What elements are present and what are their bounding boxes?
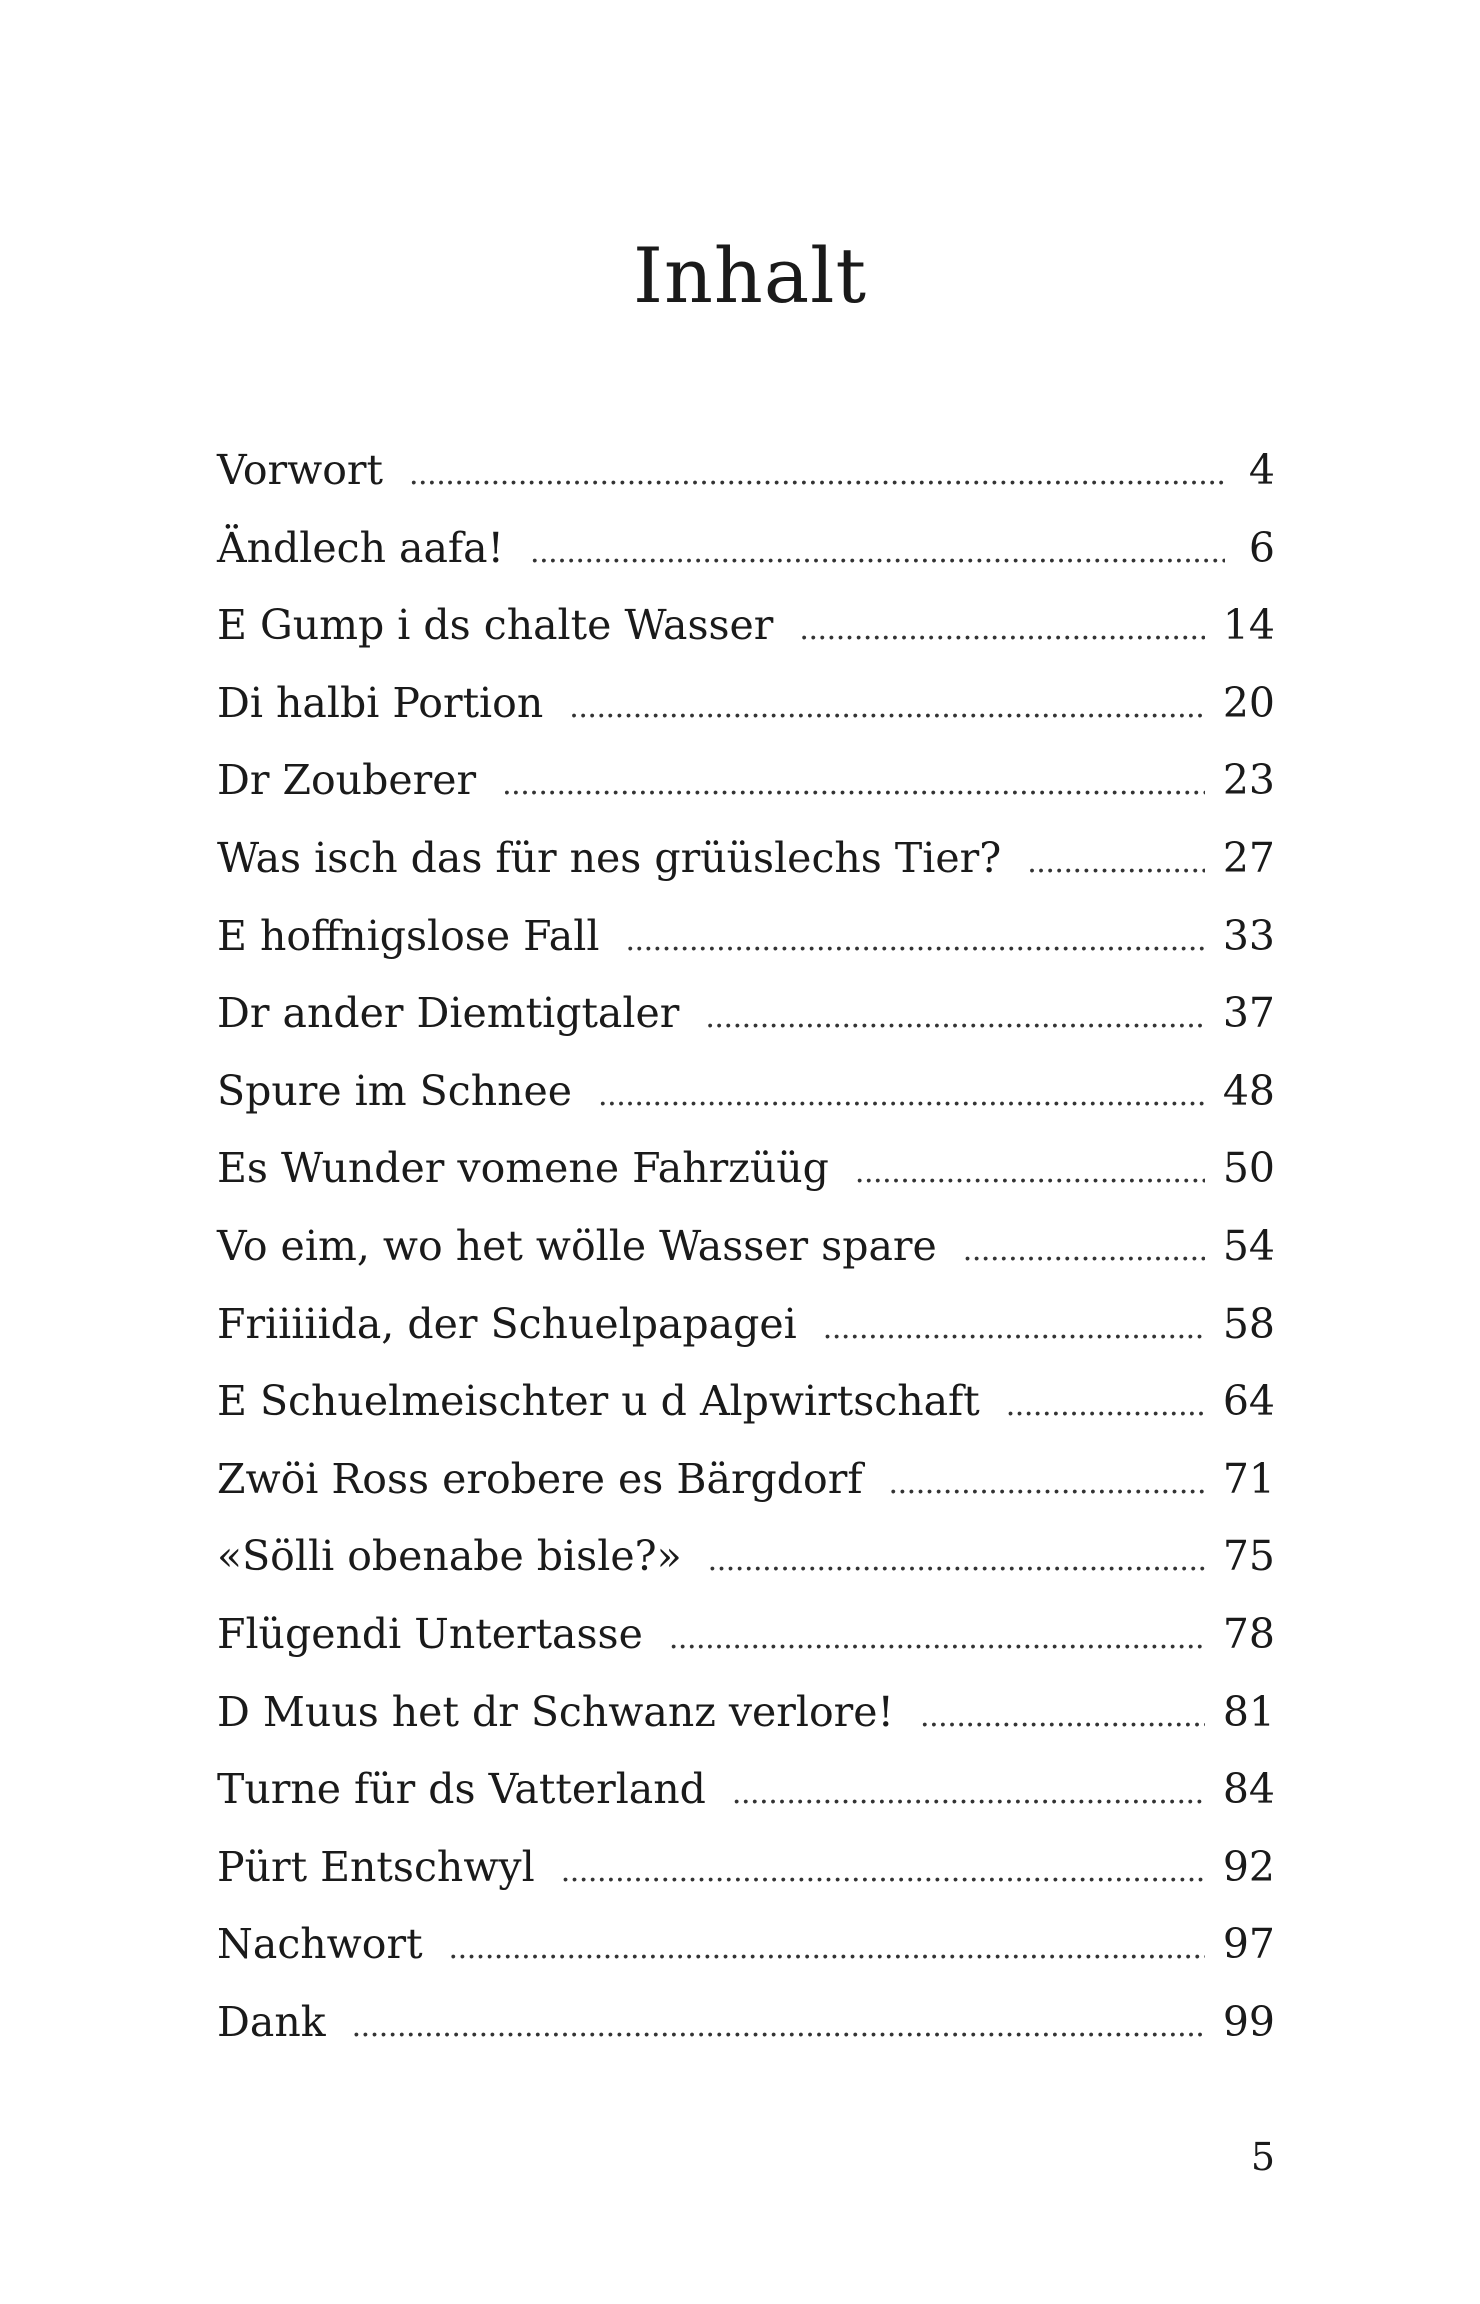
toc-entry-title: Zwöi Ross erobere es Bärgdorf [217, 1454, 863, 1503]
toc-entry-title: Vo eim, wo het wölle Wasser spare [217, 1221, 937, 1270]
toc-leader-dots [823, 1314, 1205, 1344]
toc-entry-page: 6 [1248, 523, 1275, 572]
toc-entry [217, 1221, 1275, 1304]
toc-entry-page: 58 [1222, 1299, 1275, 1348]
toc-entry-title: Friiiiida, der Schuelpapagei [217, 1299, 797, 1348]
toc-leader-dots [920, 1702, 1205, 1732]
toc-entry-title: Nachwort [217, 1920, 423, 1969]
toc-entry [217, 1687, 1275, 1770]
toc-entry [217, 446, 1275, 528]
toc-entry [217, 989, 1275, 1071]
toc-entry-title: Di halbi Portion [217, 678, 544, 727]
toc-entry [217, 1454, 1275, 1537]
toc-leader-dots [963, 1236, 1205, 1266]
toc-entry-title: Dank [217, 1997, 326, 2046]
toc-entry [217, 1066, 1275, 1149]
toc-entry-page: 71 [1222, 1454, 1275, 1503]
table-of-contents [217, 446, 1275, 2079]
toc-leader-dots [598, 1081, 1205, 1111]
toc-entry [217, 1920, 1275, 2002]
toc-entry [217, 1609, 1275, 1692]
page-title: Inhalt [632, 231, 868, 320]
toc-entry-page: 20 [1222, 678, 1275, 727]
toc-entry-title: Was isch das für nes grüüslechs Tier? [217, 833, 1002, 882]
toc-leader-dots [561, 1857, 1205, 1887]
toc-entry [217, 1532, 1275, 1614]
toc-leader-dots [799, 615, 1204, 645]
toc-leader-dots [449, 1934, 1205, 1964]
toc-leader-dots [502, 770, 1205, 800]
toc-entry-title: «Sölli obenabe bisle?» [217, 1532, 682, 1581]
toc-entry-page: 33 [1222, 911, 1275, 960]
toc-entry [217, 911, 1275, 994]
toc-leader-dots [1027, 848, 1205, 878]
toc-entry [217, 1144, 1275, 1226]
toc-entry [217, 1299, 1275, 1382]
toc-leader-dots [569, 693, 1205, 723]
toc-entry-page: 75 [1222, 1532, 1275, 1581]
toc-entry [217, 756, 1275, 838]
toc-entry-title: D Muus het dr Schwanz verlore! [217, 1687, 895, 1736]
toc-entry [217, 833, 1275, 916]
toc-entry-title: Flügendi Untertasse [217, 1609, 643, 1658]
toc-entry-page: 92 [1222, 1842, 1275, 1891]
toc-entry [217, 1377, 1275, 1459]
toc-entry [217, 1997, 1275, 2080]
toc-entry [217, 1842, 1275, 1925]
toc-leader-dots [708, 1546, 1205, 1576]
toc-entry-page: 64 [1222, 1377, 1275, 1426]
toc-entry [217, 678, 1275, 761]
toc-leader-dots [855, 1158, 1205, 1188]
toc-leader-dots [669, 1624, 1205, 1654]
toc-entry-page: 48 [1222, 1066, 1275, 1115]
toc-entry-page: 54 [1222, 1221, 1275, 1270]
toc-entry-page: 78 [1222, 1609, 1275, 1658]
toc-entry [217, 1765, 1275, 1847]
toc-leader-dots [625, 926, 1204, 956]
toc-entry-page: 37 [1222, 989, 1275, 1038]
toc-entry-page: 23 [1222, 756, 1275, 805]
toc-leader-dots [409, 460, 1225, 490]
toc-leader-dots [1006, 1391, 1205, 1421]
toc-leader-dots [530, 538, 1225, 568]
toc-entry-page: 50 [1222, 1144, 1275, 1193]
toc-entry-page: 4 [1248, 446, 1275, 494]
toc-entry [217, 523, 1275, 606]
toc-leader-dots [889, 1469, 1205, 1499]
toc-leader-dots [705, 1003, 1204, 1033]
toc-entry-page: 84 [1222, 1765, 1275, 1814]
toc-entry-title: E Schuelmeischter u d Alpwirtschaft [217, 1377, 980, 1426]
toc-leader-dots [352, 2012, 1205, 2042]
toc-entry-title: Pürt Entschwyl [217, 1842, 535, 1891]
toc-entry-title: Es Wunder vomene Fahrzüüg [217, 1144, 829, 1193]
toc-entry-title: E Gump i ds chalte Wasser [217, 601, 774, 650]
toc-entry-page: 14 [1222, 601, 1275, 650]
toc-entry-title: Turne für ds Vatterland [217, 1765, 706, 1814]
toc-entry-page: 99 [1222, 1997, 1275, 2046]
toc-entry-title: E hoffnigslose Fall [217, 911, 600, 960]
page-number: 5 [1250, 2135, 1275, 2179]
toc-entry-title: Dr ander Diemtigtaler [217, 989, 680, 1038]
toc-entry-page: 97 [1222, 1920, 1275, 1969]
toc-entry-title: Vorwort [217, 446, 383, 494]
toc-leader-dots [732, 1779, 1205, 1809]
toc-entry-title: Ändlech aafa! [217, 523, 505, 572]
toc-entry-title: Dr Zouberer [217, 756, 477, 805]
toc-entry-title: Spure im Schnee [217, 1066, 573, 1115]
toc-entry-page: 27 [1222, 833, 1275, 882]
toc-entry [217, 601, 1275, 683]
toc-entry-page: 81 [1222, 1687, 1275, 1736]
